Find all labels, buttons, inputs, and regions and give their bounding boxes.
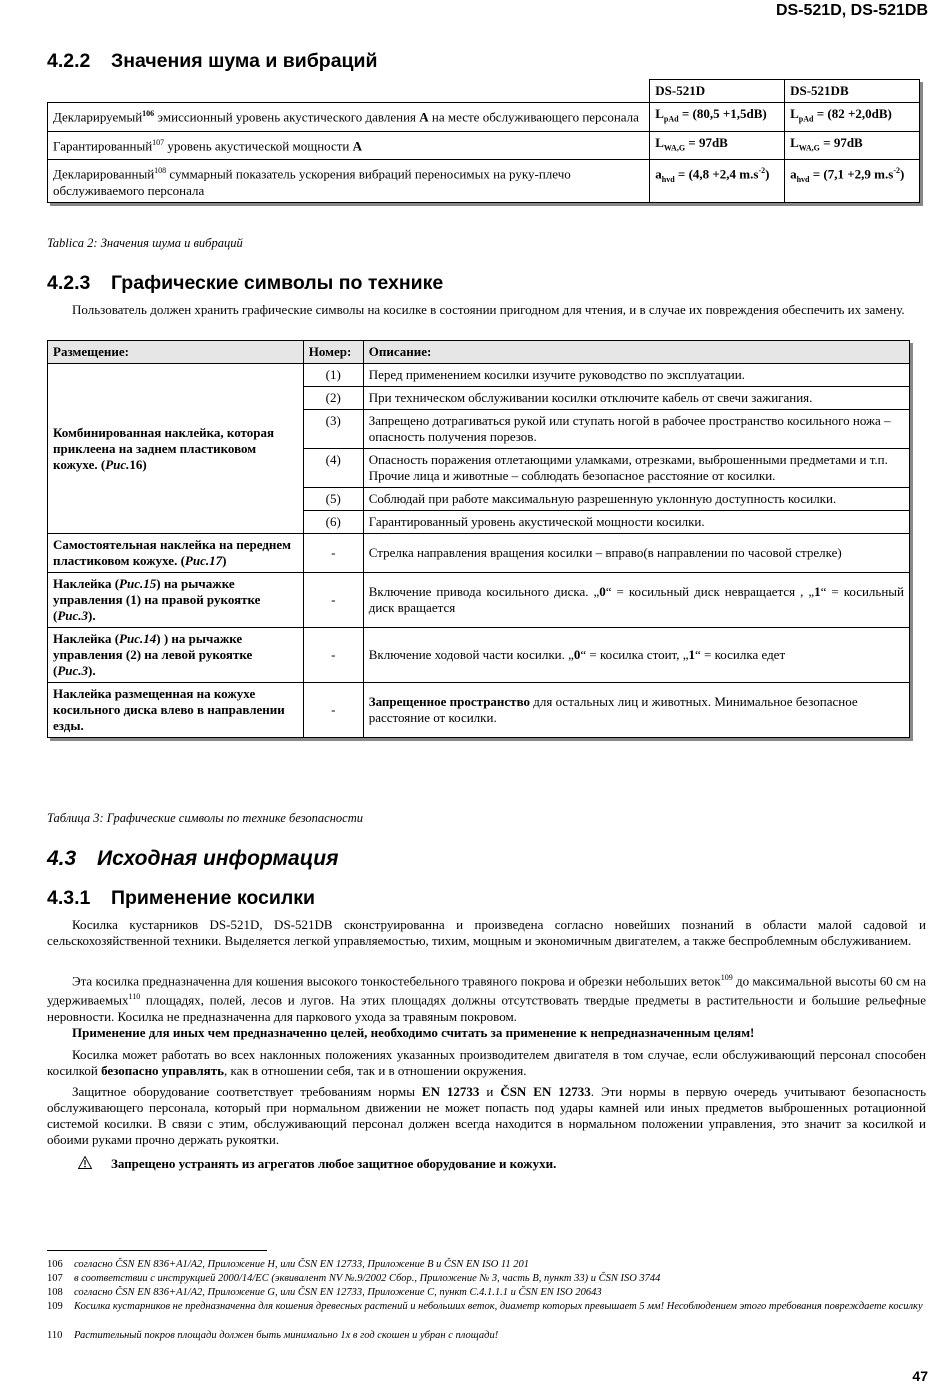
table-row xyxy=(48,683,910,738)
paragraph: Эта косилка предназначенна для кошения высокого тонкостебельного травяного покрова и обрезки небольших веток$^{109}$ до максимальной высоты 60 см на удерживаемых$^{110}$ площадях, полей, лесов и лугов. На этих площадях должны отсутствовать твердые предметы в растительности и большие рельефные неровности. Косилка не предназначенна для паркового ухода за травяным покровом. xyxy=(47,973,926,1024)
table-row xyxy=(48,573,910,628)
placement-cell: Наклейка (Рис.15) на рычажке управления (1) на правой рукоятке (Рис.3). xyxy=(48,573,304,628)
table-header-row xyxy=(48,341,910,364)
section-heading-4-3: 4.3 Исходная информация xyxy=(47,847,339,870)
footnote: 108 согласно ČSN EN 836+A1/A2, Приложение G, или ČSN EN 12733, Приложение C, пункт C.4.1.1.1 и ČSN EN ISO 20643 xyxy=(47,1287,602,1298)
table-row xyxy=(48,160,920,202)
value-cell: $L_{WA,G} = 97dB$ xyxy=(650,131,785,160)
number-cell: (4) xyxy=(303,449,363,488)
warning-text: Запрещено устранять из агрегатов любое защитное оборудование и кожухи. xyxy=(111,1156,557,1171)
footnote: 110 Растительный покров площади должен быть минимально 1х в год скошен и убран с площади! xyxy=(47,1330,499,1341)
table-row xyxy=(48,364,910,387)
description-cell: Стрелка направления вращения косилки – вправо(в направлении по часовой стрелке) xyxy=(363,534,909,573)
number-cell: - xyxy=(303,534,363,573)
placement-cell: Наклейка (Рис.14) ) на рычажке управления (2) на левой рукоятке (Рис.3). xyxy=(48,628,304,683)
description-cell: Опасность поражения отлетающими уламками, отрезками, выброшенными предметами и т.п. Прочие лица и животные – соблюдать безопасное расстояние от косилки. xyxy=(363,449,909,488)
paragraph: Защитное оборудование соответствует требованиям нормы EN 12733 и ČSN EN 12733. Эти нормы в первую очередь учитывают безопасность обслуживающего персонала, который при нормальном движении не может попасть под удары камней или иных предметов выброшенных ротационной системой косилки. В связи с этим, обслуживающий персонал должен всегда находится в нормальном положении управления, это значит за косилкой и обоими руками прочно держать рукоятки. xyxy=(47,1084,926,1147)
paragraph: Косилка может работать во всех наклонных положениях указанных производителем двигателя в том случае, если обслуживающий персонал способен косилкой безопасно управлять, как в отношении себя, так и в отношении окружения. xyxy=(47,1047,926,1078)
page-number: 47 xyxy=(912,1368,928,1384)
table-caption: Таблица 3: Графические символы по технике безопасности xyxy=(47,811,364,825)
description-cell: Гарантированный уровень акустической мощности косилки. xyxy=(363,511,909,534)
placement-cell: Комбинированная наклейка, которая приклеена на заднем пластиковом кожухе. (Рис.16) xyxy=(48,364,304,534)
noise-vibration-table xyxy=(47,79,920,203)
table-row xyxy=(48,131,920,160)
column-header: Номер: xyxy=(303,341,363,364)
table-row xyxy=(48,103,920,132)
number-cell: (3) xyxy=(303,410,363,449)
footnote: 107 в соответствии с инструкцией 2000/14/EC (эквивалент NV №.9/2002 Сбор., Приложение № 3, часть B, пункт 33) и ČSN ISO 3744 xyxy=(47,1273,661,1284)
row-label: Гарантированный$^{107}$ уровень акустической мощности A xyxy=(48,131,650,160)
table-header-row xyxy=(48,80,920,103)
table-row xyxy=(48,534,910,573)
warning-triangle-icon xyxy=(78,1156,92,1169)
table-row xyxy=(48,628,910,683)
description-cell: Запрещенное пространство для остальных лиц и животных. Минимальное безопасное расстояние от косилки. xyxy=(363,683,909,738)
value-cell: $L_{WA,G} = 97dB$ xyxy=(785,131,920,160)
page-header-model: DS-521D, DS-521DB xyxy=(775,2,928,19)
paragraph: Косилка кустарников DS-521D, DS-521DB сконструированна и произведена согласно новейших познаний в области малой садовой и сельскохозяйственной техники. Выделяется легкой управляемостью, тихим, мощным и экономичным двигателем, а также беспроблемным обслуживанием. xyxy=(47,917,926,948)
description-cell: Запрещено дотрагиваться рукой или ступать ногой в рабочее пространство косильного ножа – опасность получения порезов. xyxy=(363,410,909,449)
number-cell: (1) xyxy=(303,364,363,387)
number-cell: - xyxy=(303,683,363,738)
section-heading-4-2-3: 4.2.3 Графические символы по технике xyxy=(47,272,444,294)
number-cell: (5) xyxy=(303,488,363,511)
description-cell: Соблюдай при работе максимальную разрешенную уклонную доступность косилки. xyxy=(363,488,909,511)
value-cell: $L_{pAd} = (80,5 +1,5dB)$ xyxy=(650,103,785,132)
description-cell: Перед применением косилки изучите руководство по эксплуатации. xyxy=(363,364,909,387)
section-heading-4-2-2: 4.2.2 Значения шума и вибраций xyxy=(47,50,378,72)
graphic-symbols-table xyxy=(47,340,910,738)
table-caption: Tablica 2: Значения шума и вибраций xyxy=(47,236,243,250)
row-label: Декларируемый$^{106}$ эмиссионный уровень акустического давления A на месте обслуживающего персонала xyxy=(48,103,650,132)
number-cell: - xyxy=(303,628,363,683)
intro-paragraph: Пользователь должен хранить графические символы на косилке в состоянии пригодном для чтения, и в случае их повреждения обеспечить их замену. xyxy=(72,302,905,317)
number-cell: (6) xyxy=(303,511,363,534)
placement-cell: Наклейка размещенная на кожухе косильного диска влево в направлении езды. xyxy=(48,683,304,738)
description-cell: Включение ходовой части косилки. „0“ = косилка стоит, „1“ = косилка едет xyxy=(363,628,909,683)
value-cell: $a_{hvd} = (7,1 +2,9$ $m.s^{-2}$) xyxy=(785,160,920,202)
number-cell: - xyxy=(303,573,363,628)
footnote-separator xyxy=(47,1250,267,1251)
column-header: DS-521D xyxy=(650,80,785,103)
placement-cell: Самостоятельная наклейка на переднем пластиковом кожухе. (Рис.17) xyxy=(48,534,304,573)
column-header: Описание: xyxy=(363,341,909,364)
bold-notice: Применение для иных чем предназначенно целей, необходимо считать за применение к непредназначенным целям! xyxy=(72,1025,755,1040)
description-cell: Включение привода косильного диска. „0“ = косильный диск невращается , „1“ = косильный диск вращается xyxy=(363,573,909,628)
row-label: Декларированный$^{108}$ суммарный показатель ускорения вибраций переносимых на руку-плечо обслуживаемого персонала xyxy=(48,160,650,202)
description-cell: При техническом обслуживании косилки отключите кабель от свечи зажигания. xyxy=(363,387,909,410)
column-header: DS-521DB xyxy=(785,80,920,103)
column-header: Размещение: xyxy=(48,341,304,364)
footnote: 109 Косилка кустарников не предназначенна для кошения древесных растений и небольших веток, диаметр которых превышает 5 мм! Несоблюдением этого требования повреждаете косилку xyxy=(47,1301,923,1312)
value-cell: $L_{pAd} = (82 +2,0dB)$ xyxy=(785,103,920,132)
number-cell: (2) xyxy=(303,387,363,410)
section-heading-4-3-1: 4.3.1 Применение косилки xyxy=(47,887,315,909)
value-cell: $a_{hvd} = (4,8 +2,4$ $m.s^{-2}$) xyxy=(650,160,785,202)
footnote: 106 согласно ČSN EN 836+A1/A2, Приложение H, или ČSN EN 12733, Приложение B и ČSN EN ISO 11 201 xyxy=(47,1259,530,1270)
